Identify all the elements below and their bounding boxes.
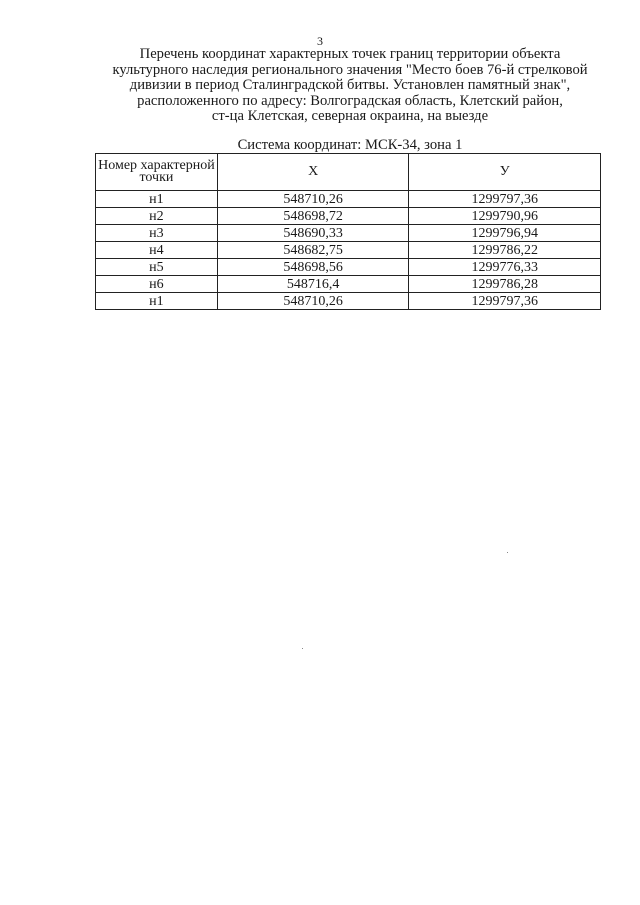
table-row (96, 208, 601, 225)
table-row (96, 242, 601, 259)
cell-y: 1299786,22 (409, 242, 601, 259)
document-title (80, 47, 620, 125)
cell-point: н4 (96, 242, 218, 259)
cell-x: 548698,72 (217, 208, 409, 225)
table-row (96, 259, 601, 276)
scan-speck (507, 552, 508, 553)
cell-y: 1299790,96 (409, 208, 601, 225)
page-number: 3 (317, 34, 323, 48)
cell-x: 548710,26 (217, 293, 409, 310)
title-line: Перечень координат характерных точек границ территории объекта (139, 46, 561, 62)
title-line: ст-ца Клетская, северная окраина, на выезде (211, 108, 489, 125)
cell-point: н1 (96, 293, 218, 310)
header-y: У (409, 154, 601, 191)
coordinate-system-caption: Система координат: МСК-34, зона 1 (237, 137, 463, 153)
coordinates-table (95, 153, 601, 310)
header-point-number: Номер характерной точки (96, 154, 218, 191)
cell-x: 548682,75 (217, 242, 409, 259)
header-x: Х (217, 154, 409, 191)
cell-x: 548698,56 (217, 259, 409, 276)
title-line: расположенного по адресу: Волгоградская область, Клетский район, (137, 92, 563, 109)
table-row (96, 225, 601, 242)
table-header-row (96, 154, 601, 191)
cell-y: 1299776,33 (409, 259, 601, 276)
table-row (96, 293, 601, 310)
cell-point: н3 (96, 225, 218, 242)
title-line: дивизии в период Сталинградской битвы. Установлен памятный знак", (129, 77, 571, 94)
cell-point: н2 (96, 208, 218, 225)
scan-speck (302, 648, 303, 649)
cell-y: 1299796,94 (409, 225, 601, 242)
table-row (96, 276, 601, 293)
cell-point: н6 (96, 276, 218, 293)
table-row (96, 191, 601, 208)
cell-y: 1299797,36 (409, 293, 601, 310)
cell-y: 1299786,28 (409, 276, 601, 293)
cell-point: н1 (96, 191, 218, 208)
cell-point: н5 (96, 259, 218, 276)
title-line: культурного наследия регионального значения "Место боев 76-й стрелковой (112, 61, 588, 78)
cell-x: 548710,26 (217, 191, 409, 208)
cell-x: 548716,4 (217, 276, 409, 293)
cell-y: 1299797,36 (409, 191, 601, 208)
cell-x: 548690,33 (217, 225, 409, 242)
